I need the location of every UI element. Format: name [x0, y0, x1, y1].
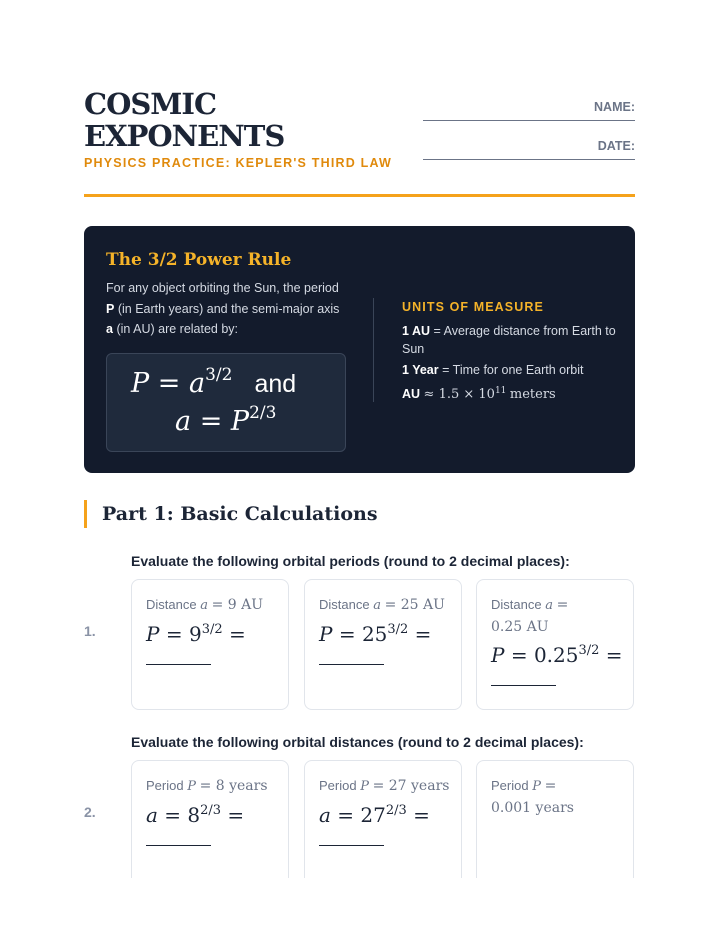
- units-heading: UNITS OF MEASURE: [402, 300, 544, 314]
- answer-blank[interactable]: [146, 664, 211, 665]
- page-bottom-edge: [0, 878, 720, 932]
- worksheet-subtitle: PHYSICS PRACTICE: KEPLER'S THIRD LAW: [84, 156, 392, 170]
- power-rule-heading: The 3/2 Power Rule: [106, 250, 292, 270]
- card-given: Period P = 0.001 years: [491, 778, 574, 816]
- q1-card-3: [476, 579, 634, 710]
- name-line: [423, 120, 635, 121]
- box-divider: [373, 298, 374, 402]
- title-line-2: EXPONENTS: [84, 119, 285, 153]
- card-equation: $a = 8^{2/3}$ =: [146, 803, 245, 827]
- part1-title: Part 1: Basic Calculations: [84, 500, 378, 528]
- card-equation: $a = 27^{2/3}$ =: [319, 803, 430, 827]
- power-rule-box: [84, 226, 635, 473]
- formula-distance: $a = P^{2/3}$: [175, 403, 277, 437]
- q2-instruction: Evaluate the following orbital distances (round to 2 decimal places):: [131, 734, 584, 750]
- answer-blank[interactable]: [491, 685, 556, 686]
- unit-au: [402, 323, 617, 358]
- card-given: Period P = 27 years: [319, 778, 450, 794]
- intro-var-p: P: [106, 301, 115, 316]
- power-rule-intro: [106, 278, 346, 340]
- unit-year-label: 1 Year: [402, 363, 439, 377]
- date-field: [423, 139, 635, 160]
- unit-au-meters-label: AU: [402, 387, 421, 402]
- title-line-1: COSMIC: [84, 87, 217, 121]
- card-equation: $P = 0.25^{3/2}$ =: [491, 643, 623, 667]
- unit-au-text: = Average distance from Earth to Sun: [402, 324, 616, 356]
- date-line: [423, 159, 635, 160]
- card-equation: $P = 9^{3/2}$ =: [146, 622, 246, 646]
- unit-au-meters-value: ≈ 1.5 × 10: [423, 387, 495, 403]
- q2-number: 2.: [84, 804, 96, 820]
- formula-and: and: [254, 370, 297, 398]
- intro-text-2: (in Earth years) and the semi-major axis: [117, 301, 340, 316]
- card-given: Period P = 8 years: [146, 778, 268, 794]
- q1-number: 1.: [84, 623, 96, 639]
- intro-text-1: For any object orbiting the Sun, the period: [106, 281, 339, 295]
- formula-box: [106, 353, 346, 452]
- unit-au-meters: [402, 383, 617, 404]
- card-equation: $P = 25^{3/2}$ =: [319, 622, 432, 646]
- q1-instruction: Evaluate the following orbital periods (round to 2 decimal places):: [131, 553, 570, 569]
- card-given: Distance a = 0.25 AU: [491, 597, 569, 635]
- name-field: [423, 100, 635, 121]
- formula-period: $P = a^{3/2}$ and: [131, 365, 297, 399]
- q1-card-1: [131, 579, 289, 710]
- unit-au-meters-exp: 11: [494, 386, 507, 396]
- q1-card-2: [304, 579, 462, 710]
- intro-var-a: a: [106, 322, 113, 336]
- header-divider: [84, 194, 635, 197]
- name-label: NAME:: [594, 100, 635, 114]
- answer-blank[interactable]: [319, 845, 384, 846]
- intro-text-3: (in AU) are related by:: [116, 322, 239, 336]
- card-given: Distance a = 25 AU: [319, 597, 445, 613]
- unit-au-label: 1 AU: [402, 324, 431, 338]
- answer-blank[interactable]: [319, 664, 384, 665]
- unit-year-text: = Time for one Earth orbit: [442, 363, 584, 377]
- worksheet-header: [84, 88, 635, 198]
- date-label: DATE:: [597, 139, 635, 153]
- unit-year: [402, 362, 617, 380]
- answer-blank[interactable]: [146, 845, 211, 846]
- unit-au-meters-unit: meters: [509, 387, 556, 403]
- card-given: Distance a = 9 AU: [146, 597, 264, 613]
- worksheet-title: [84, 88, 284, 152]
